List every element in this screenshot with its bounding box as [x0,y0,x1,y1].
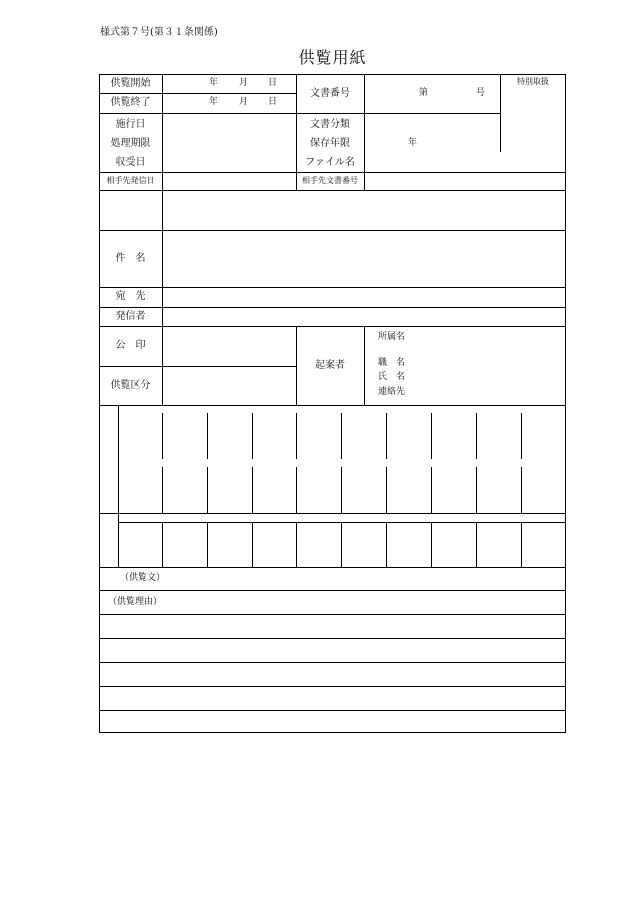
stamp-grid-line [252,413,253,459]
stamp-grid-line [296,413,297,459]
label-subject: 件 名 [115,252,146,264]
stamp-grid-line [476,413,477,459]
label-official-seal: 公 印 [115,340,146,351]
label-addressee: 宛 先 [115,291,146,302]
rule [99,710,566,711]
form-number: 様式第７号(第３１条関係) [100,27,218,38]
retention-year-label: 年 [408,138,418,148]
stamp-grid-line [207,467,208,513]
rule [99,287,566,288]
form-title: 供覧用紙 [298,48,367,67]
stamp-grid-line [162,413,163,459]
date-year-label: 年 [209,97,219,107]
label-drafter: 起案者 [315,359,345,371]
label-circulation-start: 供覧開始 [110,77,151,89]
stamp-grid-line [296,522,297,567]
rule [364,326,365,405]
rule [99,614,566,615]
rule [99,638,566,639]
rule [99,113,500,114]
stamp-grid-line [207,413,208,459]
stamp-grid-line [341,413,342,459]
stamp-grid-line [162,522,163,567]
stamp-grid-line [386,522,387,567]
date-month-label: 月 [239,97,249,107]
stamp-grid-line [521,467,522,513]
rule [99,567,566,568]
label-special-handling: 特別取扱 [517,77,549,86]
date-year-label: 年 [209,78,219,88]
stamp-grid-line [431,467,432,513]
stamp-grid-line [431,413,432,459]
rule [118,405,119,567]
stamp-grid-line [521,522,522,567]
label-received-date: 収受日 [115,157,146,168]
rule [99,590,566,591]
stamp-grid-line [162,467,163,513]
drafter-contact-label: 連絡先 [378,387,406,397]
label-processing-deadline: 処理期限 [110,138,151,149]
stamp-grid-line [252,467,253,513]
rule [162,74,163,405]
label-enforcement-date: 施行日 [115,119,146,130]
label-circulation-category: 供覧区分 [110,379,151,391]
drafter-name-label: 氏 名 [378,372,406,382]
rule [99,662,566,663]
stamp-grid-line [476,522,477,567]
label-file-name: ファイル名 [305,157,355,168]
rule [99,230,566,231]
stamp-grid-line [386,467,387,513]
stamp-grid-line [386,413,387,459]
drafter-position-label: 職 名 [378,358,406,368]
document-number-prefix: 第 [419,88,429,98]
label-document-number: 文書番号 [310,87,350,99]
rule [99,686,566,687]
label-retention-period: 保存年限 [310,138,350,149]
label-sender: 発信者 [115,310,146,322]
stamp-grid-line [341,522,342,567]
date-month-label: 月 [239,78,249,88]
label-document-classification: 文書分類 [310,119,350,130]
rule [99,307,566,308]
date-day-label: 日 [268,78,278,88]
date-day-label: 日 [268,97,278,107]
stamp-grid-line [476,467,477,513]
stamp-grid-line [296,467,297,513]
stamp-grid-line [341,467,342,513]
rule [99,513,566,514]
label-circulation-end: 供覧終了 [110,97,151,108]
rule [99,190,566,191]
label-circulation-reason: （供覧理由） [108,597,163,607]
stamp-grid-line [521,413,522,459]
stamp-grid-line [252,522,253,567]
rule [99,405,566,406]
rule [118,522,566,523]
document-number-suffix: 号 [476,88,486,98]
label-counterpart-sent-date: 相手先発信日 [106,176,155,185]
rule [364,74,365,190]
stamp-grid-line [207,522,208,567]
stamp-grid-line [431,522,432,567]
drafter-department-label: 所属名 [378,332,406,342]
label-circulation-text: （供覧文） [120,573,166,583]
label-counterpart-document-number: 相手先文書番号 [302,176,358,185]
